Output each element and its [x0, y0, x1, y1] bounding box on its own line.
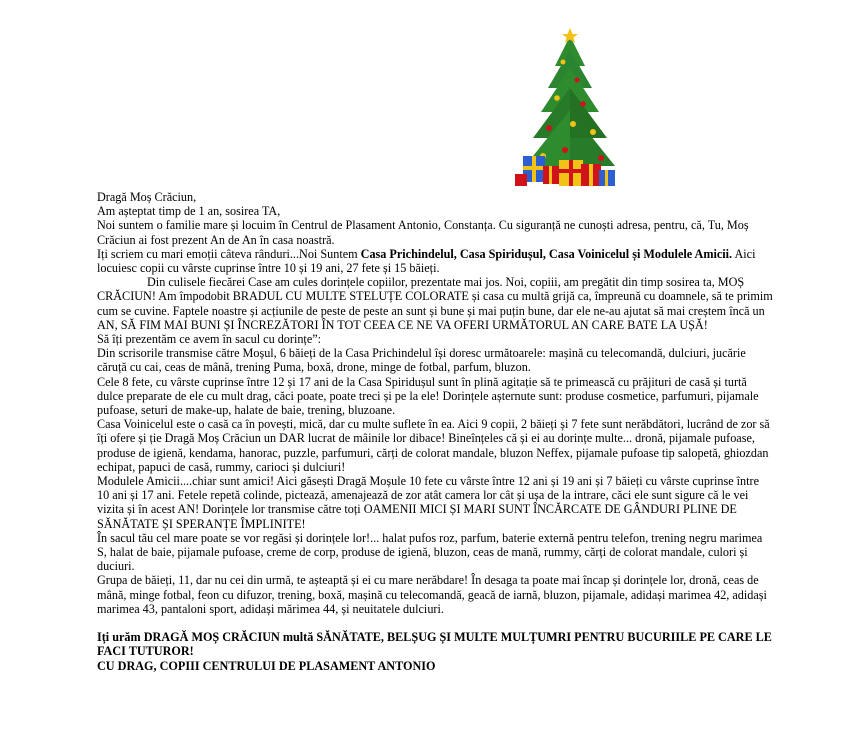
letter-body — [97, 190, 773, 673]
christmas-tree-icon — [515, 28, 625, 190]
letter-paragraph: În sacul tău cel mare poate se vor regăsi și dorințele lor!... halat pufos roz, parfum, baterie externă pentru telefon, trening negru marimea S, halat de baie, pijamale pufoase, creme de corp, produse de igienă, bluzon, ceas de mană, rummy, cărți de colorat mandale, culori și duciuri. — [97, 530, 763, 574]
letter-paragraph: Grupa de băieți, 11, dar nu cei din urmă, te așteaptă și ei cu mare nerăbdare! În desaga ta poate mai încap și dorințele lor, dronă, ceas de mână, minge fotbal, feon cu difuzor, trening, boxă, mașină cu telecomandă, geacă de iarnă, bluzon, pijamale, adidași marimea 42, adidași marimea 43, pantaloni sport, adidași mărimea 44, și neuitatele dulciuri. — [97, 573, 767, 616]
letter-paragraph: Cele 8 fete, cu vârste cuprinse între 12 și 17 ani de la Casa Spiridușul sunt în plină agitație să te primească cu prăjituri de casă și turtă dulce preparate de ele cu mult drag, căci poate, poate treci și pe la ele! Dorințele așternute sunt: produse cosmetice, parfumuri, pijamale pufoase, seturi de make-up, halate de baie, trening, bluzoane. — [97, 374, 759, 418]
letter-text: Aici locuiesc copii cu vârste cuprinse între 10 și 19 ani, 27 fete și 15 băieți. — [97, 246, 756, 276]
letter-paragraph: Să îți prezentăm ce avem în sacul cu dorințe”: — [97, 332, 322, 347]
letter-paragraph — [97, 247, 773, 275]
letter-paragraph: Din scrisorile transmise către Moșul, 6 băieți de la Casa Prichindelul își doresc următoarele: mașină cu telecomandă, dulciuri, jucărie căruță cu cai, ceas de mână, trening Puma, boxă, drone, minge de fotbal, parfum, bluzon. — [97, 346, 746, 375]
letter-signature: CU DRAG, COPIII CENTRULUI DE PLASAMENT ANTONIO — [97, 658, 436, 673]
letter-paragraph: Modulele Amicii....chiar sunt amici! Aici găsești Dragă Moșule 10 fete cu vârste între 12 ani și 19 ani și 7 băieți cu vârste cuprinse între 10 ani și 17 ani. Fetele repetă colinde, pictează, amenajează de zor atât camera lor cât și ușa de la intrare, căci ele sunt sigure că le vei vizita și în acest AN! Dorințele lor transmise către toți OAMENII MICI ȘI MARI SUNT ÎNCĂRCATE DE GÂNDURI PLINE DE SĂNĂTATE ȘI SPERANȚE ÎMPLINITE! — [97, 474, 760, 531]
letter-greeting: Dragă Moș Crăciun, — [97, 190, 197, 204]
letter-paragraph: Noi suntem o familie mare și locuim în Centrul de Plasament Antonio, Constanța. Cu siguranță ne cunoști adresa, pentru, că, Tu, Moș Crăciun ai fost prezent An de An în casa noastră. — [97, 218, 749, 247]
letter-paragraph: Am așteptat timp de 1 an, sosirea TA, — [97, 204, 281, 219]
letter-text: Iți scriem cu mari emoții câteva rânduri...Noi Suntem — [97, 246, 361, 261]
letter-paragraph: Casa Voinicelul este o casă ca în povești, mică, dar cu multe suflete în ea. Aici 9 copii, 2 băieți și 7 fete sunt nerăbdători, lucrând de zor să îți ofere și ție Dragă Moș Crăciun un DAR lucrat de mâinile lor dibace! Bineînțeles că și ei au dorințe multe... dronă, pijamale pufoase, produse de igienă, kendama, hanorac, puzzle, parfumuri, cărți de colorat mandale, bluzon Neffex, pijamale pufoase tip salopetă, ghiozdan echipat, papuci de casă, rummy, carioci și dulciuri! — [97, 417, 770, 474]
houses-names: Casa Prichindelul, Casa Spiridușul, Casa Voinicelul și Modulele Amicii. — [360, 246, 733, 261]
letter-closing-wishes: Iți urăm DRAGĂ MOȘ CRĂCIUN multă SĂNĂTATE, BELȘUG ȘI MULTE MULȚUMRI PENTRU BUCURIILE PE CARE LE FACI TUTUROR! — [97, 630, 772, 659]
letter-paragraph: Din culisele fiecărei Case am cules dorințele copiilor, prezentate mai jos. Noi, copiii, am pregătit din timp sosirea ta, MOȘ CRĂCIUN! Am împodobit BRADUL CU MULTE STELUȚE COLORATE și casa cu multă grijă ca, împreună cu doamnele, să te primim cum se cuvine. Faptele noastre și acțiunile de peste de peste an sunt și bune și mai puțin bune, dar ele ne-au ajutat să mai creștem încă un AN, SĂ FIM MAI BUNI ȘI ÎNCREZĂTORI ÎN TOT CEEA CE NE VA OFERI URMĂTORUL AN CARE BATE LA UȘĂ! — [97, 275, 773, 332]
